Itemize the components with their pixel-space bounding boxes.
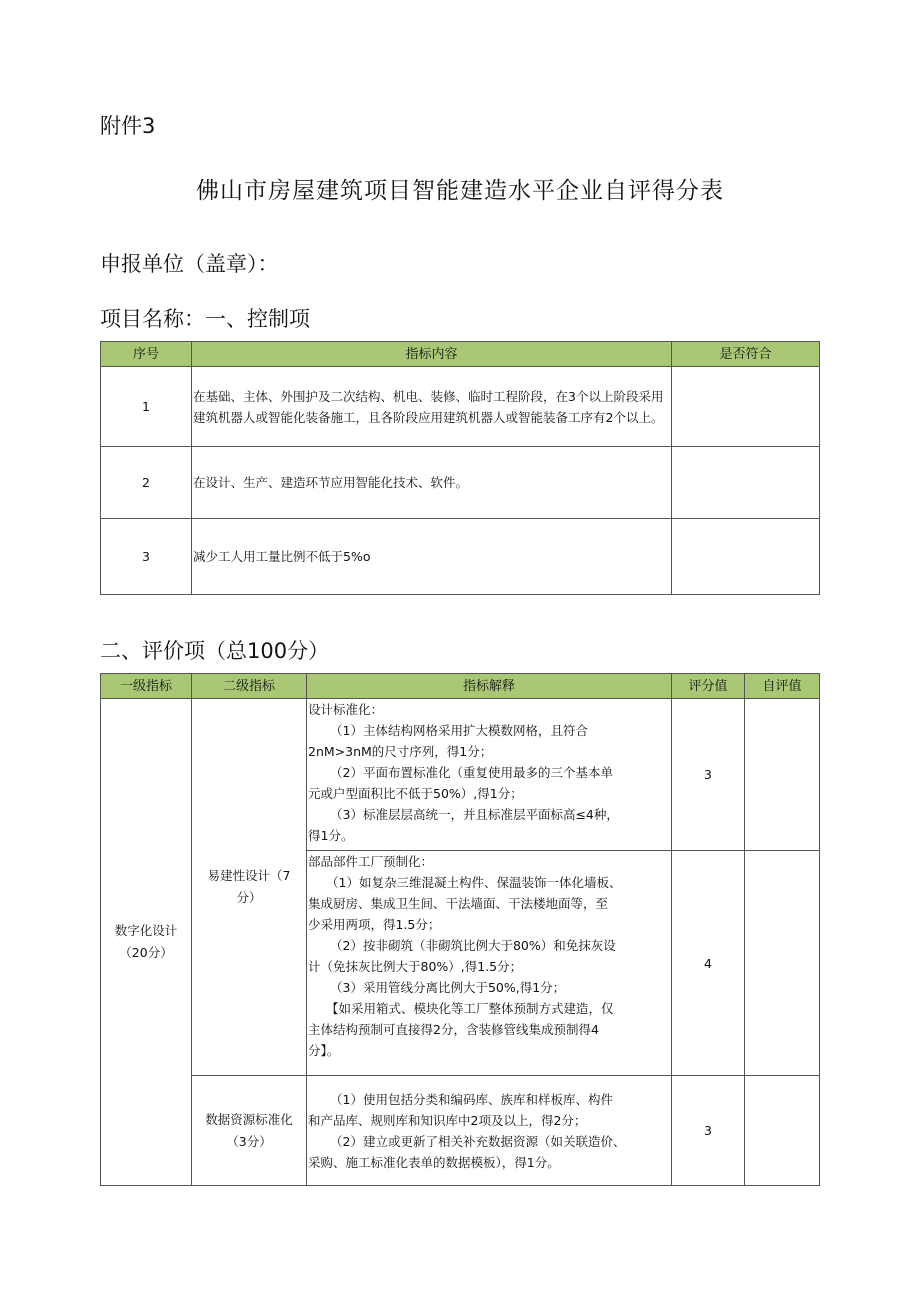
row-no: 3 bbox=[101, 519, 192, 595]
explanation-line: 和产品库、规则库和知识库中2项及以上，得2分； bbox=[308, 1112, 587, 1128]
attachment-label: 附件3 bbox=[100, 114, 156, 138]
control-header-row bbox=[101, 342, 820, 367]
level1-cell: 数字化设计（20分） bbox=[101, 699, 192, 1186]
explanation-line: 元或户型面积比不低于50%）,得1分； bbox=[308, 786, 523, 801]
header-explanation: 指标解释 bbox=[307, 674, 672, 699]
header-self-score: 自评值 bbox=[745, 674, 820, 699]
explanation-line: 【如采用箱式、模块化等工厂整体预制方式建造，仅 bbox=[326, 1001, 614, 1016]
control-table bbox=[100, 341, 820, 595]
table-row bbox=[101, 699, 820, 851]
row-no: 2 bbox=[101, 447, 192, 519]
table-row bbox=[101, 367, 820, 447]
header-content: 指标内容 bbox=[192, 342, 672, 367]
applicant-label: 申报单位（盖章）： bbox=[100, 252, 279, 276]
explanation-line: （2）平面布置标准化（重复使用最多的三个基本单 bbox=[330, 765, 613, 780]
explanation-line: （3）采用管线分离比例大于50%,得1分； bbox=[330, 980, 566, 995]
explanation-line: 分】。 bbox=[308, 1043, 340, 1058]
eval-header-row bbox=[101, 674, 820, 699]
explanation-line: （1）使用包括分类和编码库、族库和样板库、构件 bbox=[330, 1091, 613, 1107]
header-score: 评分值 bbox=[672, 674, 745, 699]
row-result[interactable] bbox=[672, 519, 820, 595]
explanation-line: （3）标准层层高统一，并且标准层平面标高≤4种， bbox=[330, 807, 619, 822]
score-cell: 3 bbox=[672, 1076, 745, 1186]
score-cell: 3 bbox=[672, 699, 745, 851]
explanation-line: 少采用两项，得1.5分； bbox=[308, 917, 441, 932]
explanation-line: 得1分。 bbox=[308, 828, 354, 843]
explanation-line: 设计标准化： bbox=[308, 702, 384, 717]
project-heading: 项目名称：一、控制项 bbox=[100, 307, 310, 331]
explanation-line: 计（免抹灰比例大于80%）,得1.5分； bbox=[308, 959, 523, 974]
header-no: 序号 bbox=[101, 342, 192, 367]
table-row bbox=[101, 447, 820, 519]
explanation-line: 主体结构预制可直接得2分，含装修管线集成预制得4 bbox=[308, 1022, 599, 1037]
level2-cell: 易建性设计（7分） bbox=[192, 699, 307, 1076]
table-row bbox=[101, 1076, 820, 1186]
row-result[interactable] bbox=[672, 447, 820, 519]
self-score-cell[interactable] bbox=[745, 851, 820, 1076]
explanation-line: （1）主体结构网格采用扩大模数网格，且符合 bbox=[330, 723, 588, 738]
eval-table bbox=[100, 673, 820, 1186]
header-level2: 二级指标 bbox=[192, 674, 307, 699]
explanation-line: 集成厨房、集成卫生间、干法墙面、干法楼地面等，至 bbox=[308, 896, 609, 911]
row-content: 在设计、生产、建造环节应用智能化技术、软件。 bbox=[192, 447, 672, 519]
score-cell: 4 bbox=[672, 851, 745, 1076]
explanation-line: （2）按非砌筑（非砌筑比例大于80%）和免抹灰设 bbox=[330, 938, 616, 953]
explanation-cell bbox=[307, 851, 672, 1076]
eval-heading: 二、评价项（总100分） bbox=[100, 639, 330, 663]
explanation-line: 部品部件工厂预制化： bbox=[308, 854, 434, 869]
explanation-cell bbox=[307, 1076, 672, 1186]
page-title: 佛山市房屋建筑项目智能建造水平企业自评得分表 bbox=[196, 178, 724, 204]
row-content: 减少工人用工量比例不低于5%o bbox=[192, 519, 672, 595]
self-score-cell[interactable] bbox=[745, 1076, 820, 1186]
header-level1: 一级指标 bbox=[101, 674, 192, 699]
header-result: 是否符合 bbox=[672, 342, 820, 367]
self-score-cell[interactable] bbox=[745, 699, 820, 851]
row-no: 1 bbox=[101, 367, 192, 447]
explanation-line: 2nM>3nM的尺寸序列，得1分； bbox=[308, 744, 493, 759]
explanation-cell bbox=[307, 699, 672, 851]
table-row bbox=[101, 519, 820, 595]
explanation-line: （2）建立或更新了相关补充数据资源（如关联造价、 bbox=[330, 1133, 626, 1149]
explanation-line: 采购、施工标准化表单的数据模板），得1分。 bbox=[308, 1154, 560, 1170]
row-content: 在基础、主体、外围护及二次结构、机电、装修、临时工程阶段，在3个以上阶段采用建筑机器人或智能化装备施工，且各阶段应用建筑机器人或智能装备工序有2个以上。 bbox=[192, 367, 672, 447]
row-result[interactable] bbox=[672, 367, 820, 447]
explanation-line: （1）如复杂三维混凝土构件、保温装饰一体化墙板、 bbox=[326, 875, 622, 890]
level2-cell: 数据资源标准化（3分） bbox=[192, 1076, 307, 1186]
